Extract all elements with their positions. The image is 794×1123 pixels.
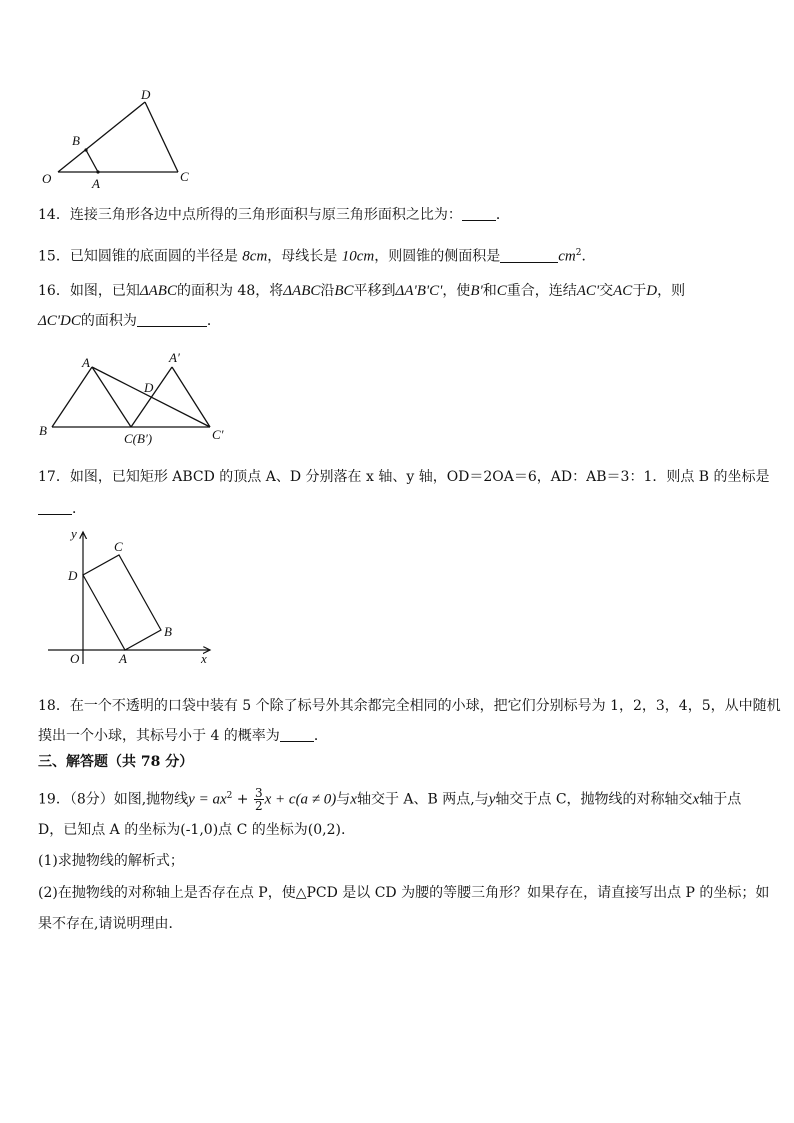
question-17-line-1 <box>38 467 770 487</box>
label-D: D <box>68 568 78 583</box>
q19-text-3: 轴交于 A、B 两点,与 <box>356 791 489 808</box>
label-C-Bprime: C(B′) <box>124 431 153 446</box>
q16-t3: 沿 <box>320 283 335 299</box>
question-16-line-2 <box>38 311 221 331</box>
q19-text-1: 19．（8分）如图,抛物线 <box>38 791 189 808</box>
answer-blank-14[interactable] <box>462 206 496 221</box>
q16-d: D <box>646 283 658 299</box>
q16-t5: ，使 <box>442 283 471 299</box>
answer-blank-15[interactable] <box>500 248 558 263</box>
q18-text-2: 摸出一个小球，其标号小于 4 的概率为 <box>38 728 280 744</box>
label-B: B <box>39 423 47 438</box>
question-19-line-2: D，已知点 A 的坐标为(-1,0)点 C 的坐标为(0,2). <box>38 822 346 838</box>
q19-text-2: 与 <box>336 791 351 808</box>
q15-unit-exp: 2 <box>575 248 582 258</box>
q16-bc: BC <box>334 283 354 299</box>
q16-bprime: B' <box>470 283 483 299</box>
q16-tri-cdc: ΔC'DC <box>38 313 81 329</box>
q14-text: 14．连接三角形各边中点所得的三角形面积与原三角形面积之比为： <box>38 207 462 223</box>
question-19-line-1 <box>38 783 741 813</box>
q19-frac-num: 3 <box>254 786 263 801</box>
figure-q13 <box>30 80 200 195</box>
q18-text-1: 18．在一个不透明的口袋中装有 5 个除了标号外其余都完全相同的小球，把它们分别标号为 1，2，3，4，5，从中随机 <box>38 698 781 714</box>
q19-x-2: x <box>692 791 700 808</box>
q15-radius: 8cm <box>242 248 268 265</box>
q16-t7: 重合，连结 <box>506 283 577 299</box>
q15-end: ． <box>581 248 596 265</box>
question-18-line-2 <box>38 726 328 746</box>
answer-blank-17[interactable] <box>38 500 72 515</box>
label-A-prime: A′ <box>169 350 180 365</box>
figure-q17 <box>40 524 220 669</box>
answer-blank-18[interactable] <box>280 727 314 742</box>
label-A: A <box>119 651 127 666</box>
q19-text-4: 轴交于点 C，抛物线的对称轴交 <box>495 791 693 808</box>
q16-t8: 交 <box>599 283 614 299</box>
label-C: C <box>114 539 123 554</box>
q19-formula-sq: 2 <box>226 791 233 801</box>
label-C-prime: C′ <box>212 427 224 442</box>
label-A: A <box>82 355 90 370</box>
q16-c: C <box>496 283 507 299</box>
q19-plus: + <box>232 791 253 808</box>
q16-t4: 平移到 <box>353 283 396 299</box>
q19-fraction <box>254 787 264 812</box>
q16-t6: 和 <box>482 283 497 299</box>
q15-unit: cm <box>558 248 576 265</box>
label-D: D <box>141 87 151 102</box>
q17-end: ． <box>72 501 86 517</box>
axis-y-label: y <box>71 526 77 541</box>
q17-text: 17．如图，已知矩形 ABCD 的顶点 A、D 分别落在 x 轴、y 轴，OD＝2OA＝6，AD：AB＝3：1．则点 B 的坐标是 <box>38 469 770 485</box>
label-O: O <box>70 651 80 666</box>
question-19-part-2: (2)在抛物线的对称轴上是否存在点 P，使△PCD 是以 CD 为腰的等腰三角形？如果存在，请直接写出点 P 的坐标；如 <box>38 885 770 901</box>
q19-condition: (a ≠ 0) <box>295 791 337 808</box>
q16-tri-abc-2: ΔABC <box>283 283 321 299</box>
q19-formula-a: y = ax <box>188 791 227 808</box>
q16-t1: 16．如图，已知 <box>38 283 140 299</box>
q16-t11: 的面积为 <box>80 313 137 329</box>
question-14 <box>38 205 510 225</box>
q15-text-1: 15．已知圆锥的底面圆的半径是 <box>38 248 238 265</box>
label-D: D <box>144 380 154 395</box>
label-A: A <box>92 176 100 191</box>
answer-blank-16[interactable] <box>137 312 207 327</box>
q16-t10: ，则 <box>657 283 686 299</box>
q19-text-5: 轴于点 <box>699 791 742 808</box>
q16-ac: AC <box>613 283 633 299</box>
q19-y: y <box>488 791 496 808</box>
question-19-part-1: (1)求抛物线的解析式； <box>38 853 184 869</box>
label-O: O <box>42 171 52 186</box>
q19-x: x <box>350 791 357 808</box>
q15-slant: 10cm <box>341 248 375 265</box>
q19-formula-b: x + c <box>264 791 296 808</box>
question-18-line-1 <box>38 696 781 716</box>
section-heading: 三、解答题（共 78 分） <box>38 754 194 770</box>
question-17-line-2 <box>38 499 86 519</box>
label-C: C <box>180 169 189 184</box>
axis-x-label: x <box>201 651 207 666</box>
question-15 <box>38 243 595 267</box>
q14-end: ． <box>495 207 510 223</box>
question-16-line-1 <box>38 281 685 301</box>
q19-frac-den: 2 <box>254 799 263 814</box>
q18-end: ． <box>313 728 328 744</box>
label-B: B <box>164 624 172 639</box>
q16-t9: 于 <box>632 283 647 299</box>
q15-text-3: ，则圆锥的侧面积是 <box>374 248 501 265</box>
q16-acp: AC' <box>576 283 600 299</box>
q16-tri-prime: ΔA'B'C' <box>395 283 443 299</box>
q16-tri-abc: ΔABC <box>139 283 177 299</box>
q16-t2: 的面积为 48，将 <box>176 283 284 299</box>
q15-text-2: ，母线长是 <box>267 248 338 265</box>
q16-end: ． <box>206 313 221 329</box>
question-19-part-2-cont: 果不存在,请说明理由． <box>38 916 183 932</box>
label-B: B <box>72 133 80 148</box>
figure-q16 <box>30 345 250 455</box>
